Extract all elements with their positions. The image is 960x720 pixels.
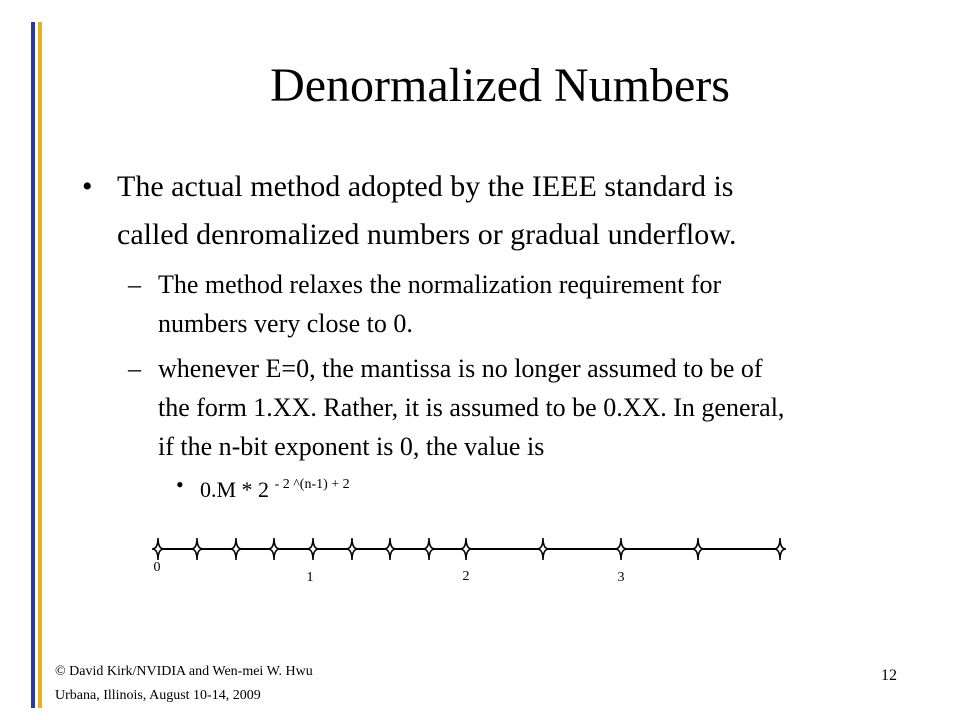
tick-mark-10 bbox=[615, 538, 627, 560]
sub-1-line-2: numbers very close to 0. bbox=[158, 309, 413, 338]
tick-mark-12 bbox=[774, 538, 786, 560]
tick-mark-1 bbox=[191, 538, 203, 560]
tick-mark-4 bbox=[307, 538, 319, 560]
tick-mark-6 bbox=[384, 538, 396, 560]
sub-2-dash: – bbox=[128, 354, 141, 383]
footer-line-1: © David Kirk/NVIDIA and Wen-mei W. Hwu bbox=[55, 664, 313, 679]
tick-mark-11 bbox=[692, 538, 704, 560]
tick-mark-2 bbox=[230, 538, 242, 560]
tick-mark-7 bbox=[423, 538, 435, 560]
formula-exponent: - 2 ^(n-1) + 2 bbox=[274, 477, 350, 492]
tick-mark-8 bbox=[460, 538, 472, 560]
sub-2-line-2: the form 1.XX. Rather, it is assumed to be 0.XX. In general, bbox=[158, 393, 785, 422]
tick-mark-0 bbox=[152, 538, 164, 560]
axis-label-0: 0 bbox=[153, 560, 161, 575]
footer-copyright bbox=[55, 660, 313, 708]
bullet-1-line-1: The actual method adopted by the IEEE standard is bbox=[117, 170, 734, 203]
axis-label-1: 1 bbox=[306, 570, 314, 585]
sub-1-line-1: The method relaxes the normalization requirement for bbox=[158, 270, 722, 299]
sub-1-dash: – bbox=[128, 270, 141, 299]
sub-2-line-1: whenever E=0, the mantissa is no longer assumed to be of bbox=[158, 354, 763, 383]
formula-base: 0.M * 2 bbox=[200, 477, 270, 502]
footer-line-2: Urbana, Illinois, August 10-14, 2009 bbox=[55, 688, 261, 703]
axis-label-3: 3 bbox=[617, 570, 625, 585]
slide-title: Denormalized Numbers bbox=[270, 59, 730, 112]
bullet-marker: • bbox=[82, 170, 93, 203]
tick-mark-3 bbox=[268, 538, 280, 560]
axis-label-2: 2 bbox=[462, 569, 470, 584]
tick-mark-5 bbox=[346, 538, 358, 560]
page-number: 12 bbox=[881, 667, 897, 684]
tick-mark-9 bbox=[537, 538, 549, 560]
formula-bullet-marker: • bbox=[176, 472, 184, 497]
sub-2-line-3: if the n-bit exponent is 0, the value is bbox=[158, 432, 545, 461]
bullet-1-line-2: called denromalized numbers or gradual underflow. bbox=[117, 218, 737, 251]
